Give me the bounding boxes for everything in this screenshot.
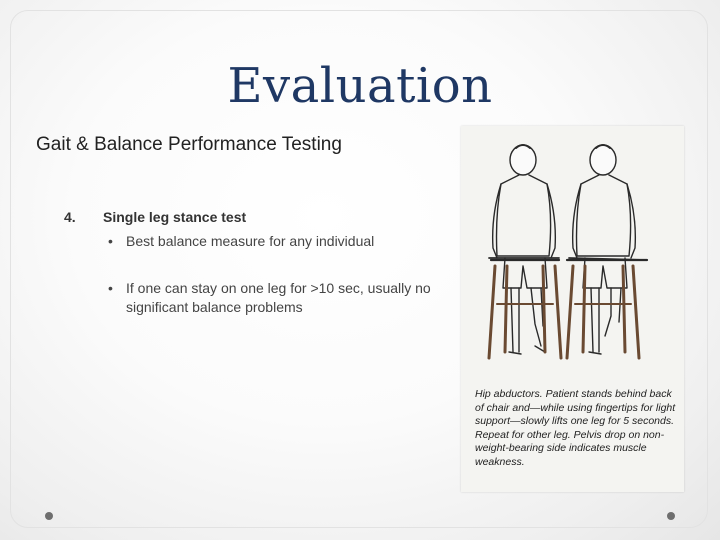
decorative-dot	[45, 512, 53, 520]
bullet-marker: •	[108, 233, 113, 249]
decorative-dot	[667, 512, 675, 520]
figure-caption: Hip abductors. Patient stands behind back of chair and—while using fingertips for light support—slowly lifts one leg for 5 seconds. Repeat for other leg. Pelvis drop on non-weight-bearing side indicates muscle weakness.	[475, 388, 676, 468]
slide-title: Evaluation	[227, 58, 493, 114]
illustration-panel	[461, 126, 684, 492]
bullet-text: Best balance measure for any individual	[126, 233, 375, 249]
bullet-marker: •	[108, 280, 113, 296]
bullet-item	[108, 279, 458, 317]
bullet-text: If one can stay on one leg for >10 sec, usually no significant balance problems	[126, 280, 431, 315]
item-number: 4.	[64, 209, 76, 225]
item-heading: Single leg stance test	[103, 209, 247, 225]
slide-subtitle: Gait & Balance Performance Testing	[36, 134, 342, 155]
hip-abductor-illustration	[461, 126, 684, 386]
bullet-item	[108, 232, 458, 251]
